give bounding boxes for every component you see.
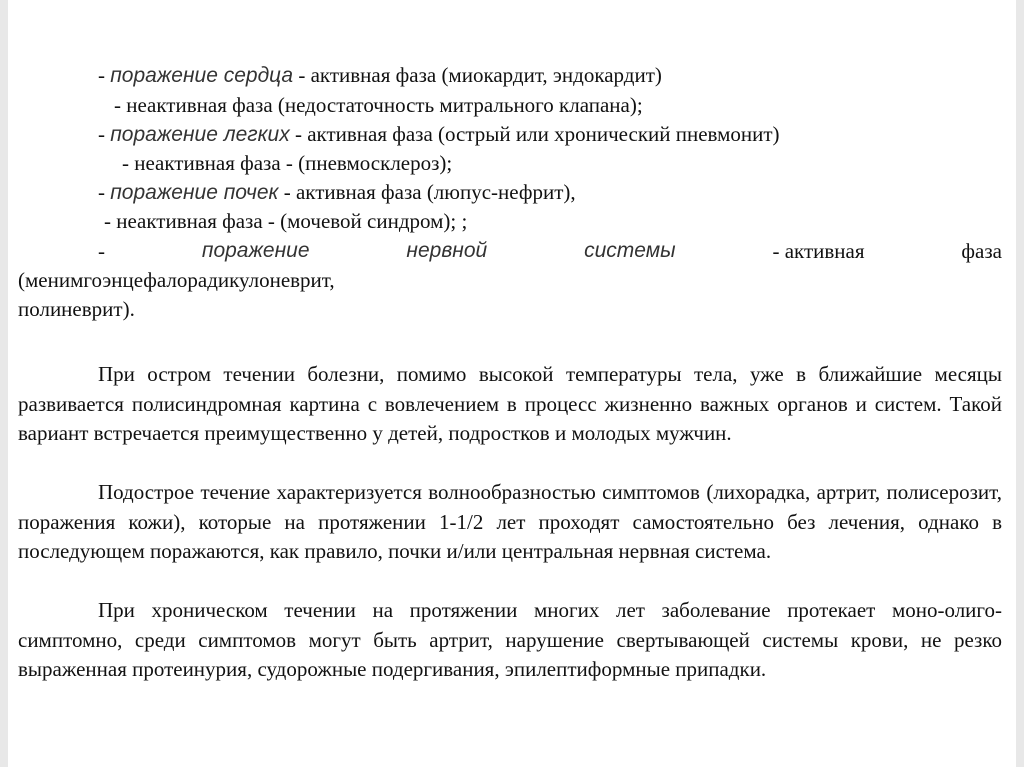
list-item-nervous-cont1: (менимгоэнцефалорадикулоневрит,: [18, 268, 335, 292]
list-item-kidneys-inactive: - неактивная фаза - (мочевой синдром); ;: [104, 209, 468, 233]
bullet-dash: -: [98, 239, 105, 263]
item-active-phase: - активная: [772, 239, 865, 263]
bullet-dash: -: [98, 180, 105, 204]
paragraph-chronic: При хроническом течении на протяжении многих лет заболевание протекает моно-олиго-симптомно, среди симптомов могут быть артрит, нарушение свертывающей системы крови, не резко выраженная протеинурия, судорожные подергивания, эпилептиформные припадки.: [18, 598, 1002, 681]
item-label: поражение сердца: [110, 64, 294, 87]
list-item-nervous: [98, 238, 1002, 264]
bullet-dash: -: [98, 63, 105, 87]
item-label-word: системы: [584, 239, 676, 262]
item-active-phase: - активная фаза (миокардит, эндокардит): [298, 63, 662, 87]
bullet-dash: -: [98, 122, 105, 146]
item-label-word: поражение: [201, 239, 310, 262]
paragraph-acute: При остром течении болезни, помимо высокой температуры тела, уже в ближайшие месяцы развивается полисиндромная картина с вовлечением в процесс жизненно важных органов и систем. Такой вариант встречается преимущественно у детей, подростков и молодых мужчин.: [18, 362, 1002, 445]
item-active-phase: - активная фаза (люпус-нефрит),: [283, 180, 576, 204]
item-active-phase-word: фаза: [961, 239, 1002, 263]
list-item-heart: [98, 62, 662, 88]
item-label: поражение легких: [110, 123, 290, 146]
list-item-heart-inactive: - неактивная фаза (недостаточность митрального клапана);: [114, 93, 643, 117]
item-label: поражение почек: [110, 181, 279, 204]
paragraph-subacute: Подострое течение характеризуется волнообразностью симптомов (лихорадка, артрит, полисерозит, поражения кожи), которые на протяжении 1-1/2 лет проходят самостоятельно без лечения, однако в последующем поражаются, как правило, почки и/или центральная нервная система.: [18, 480, 1002, 563]
list-item-nervous-cont2: полиневрит).: [18, 297, 135, 321]
list-item-lungs-inactive: - неактивная фаза - (пневмосклероз);: [122, 151, 453, 175]
list-item-kidneys: [98, 179, 576, 205]
list-item-lungs: [98, 121, 780, 147]
item-label-word: нервной: [406, 239, 488, 262]
item-active-phase: - активная фаза (острый или хронический пневмонит): [294, 122, 780, 146]
